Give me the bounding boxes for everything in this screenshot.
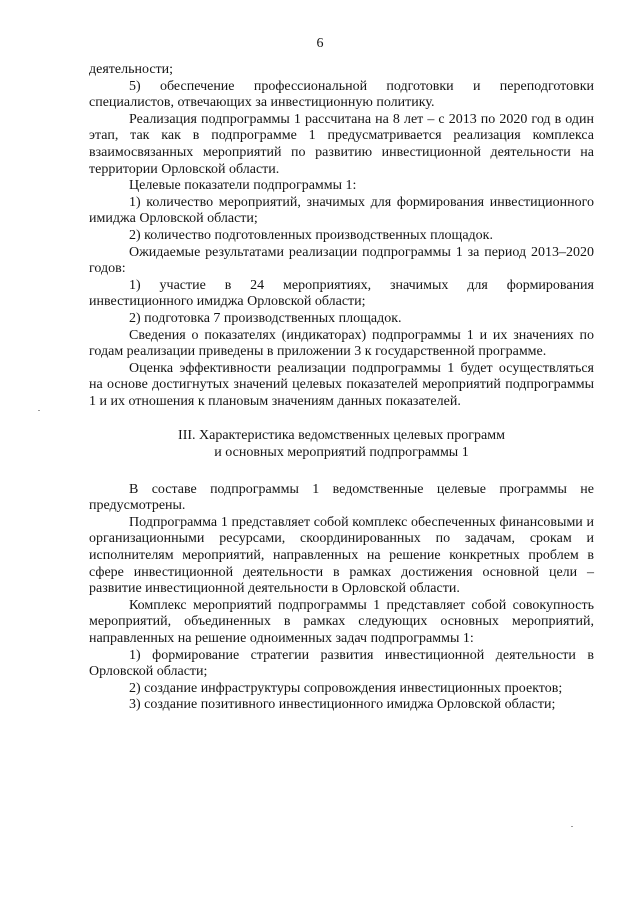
paragraph: Целевые показатели подпрограммы 1:: [129, 178, 357, 194]
paragraph: Реализация подпрограммы 1 рассчитана на 8 лет – с 2013 по 2020 год в один этап, так как в подпрограмме 1 предусматривается реализация комплекса взаимосвязанных мероприятий по развитию инвестиционной деятельности на территории Орловской области.: [89, 111, 594, 177]
paragraph: Подпрограмма 1 представляет собой комплекс обеспеченных финансовыми и организационными ресурсами, скоординированных по задачам, срокам и исполнителям мероприятий, направленных на решение конкретных проблем в сфере инвестиционной деятельности в рамках достижения основной цели – развитие инвестиционной деятельности в Орловской области.: [89, 514, 594, 597]
section-heading-line: III. Характеристика ведомственных целевых программ: [178, 428, 505, 444]
scan-speck: [571, 826, 573, 827]
paragraph: Комплекс мероприятий подпрограммы 1 представляет собой совокупность мероприятий, объединенных в рамках следующих основных мероприятий, направленных на решение одноименных задач подпрограммы 1:: [89, 597, 594, 646]
document-body: [89, 62, 594, 714]
section-heading-line: и основных мероприятий подпрограммы 1: [214, 445, 469, 461]
paragraph: 1) участие в 24 мероприятиях, значимых для формирования инвестиционного имиджа Орловской области;: [89, 277, 594, 310]
paragraph: В составе подпрограммы 1 ведомственные целевые программы не предусмотрены.: [89, 481, 594, 514]
paragraph: Сведения о показателях (индикаторах) подпрограммы 1 и их значениях по годам реализации приведены в приложении 3 к государственной программе.: [89, 327, 594, 360]
page-number: 6: [316, 36, 324, 51]
paragraph: 2) подготовка 7 производственных площадок.: [129, 310, 402, 326]
paragraph: 1) количество мероприятий, значимых для формирования инвестиционного имиджа Орловской области;: [89, 194, 594, 227]
paragraph: деятельности;: [89, 62, 174, 77]
paragraph: Оценка эффективности реализации подпрограммы 1 будет осуществляться на основе достигнутых значений целевых показателей мероприятий подпрограммы 1 и их отношения к плановым значениям данных показателей.: [89, 360, 594, 409]
paragraph: 2) количество подготовленных производственных площадок.: [129, 227, 493, 243]
section-heading: [89, 428, 594, 461]
paragraph: 5) обеспечение профессиональной подготовки и переподготовки специалистов, отвечающих за инвестиционную политику.: [89, 78, 594, 111]
scan-speck: [38, 410, 40, 411]
paragraph: 1) формирование стратегии развития инвестиционной деятельности в Орловской области;: [89, 647, 594, 680]
paragraph: 2) создание инфраструктуры сопровождения инвестиционных проектов;: [129, 680, 563, 696]
paragraph: 3) создание позитивного инвестиционного имиджа Орловской области;: [129, 697, 556, 713]
paragraph: Ожидаемые результатами реализации подпрограммы 1 за период 2013–2020 годов:: [89, 244, 594, 277]
